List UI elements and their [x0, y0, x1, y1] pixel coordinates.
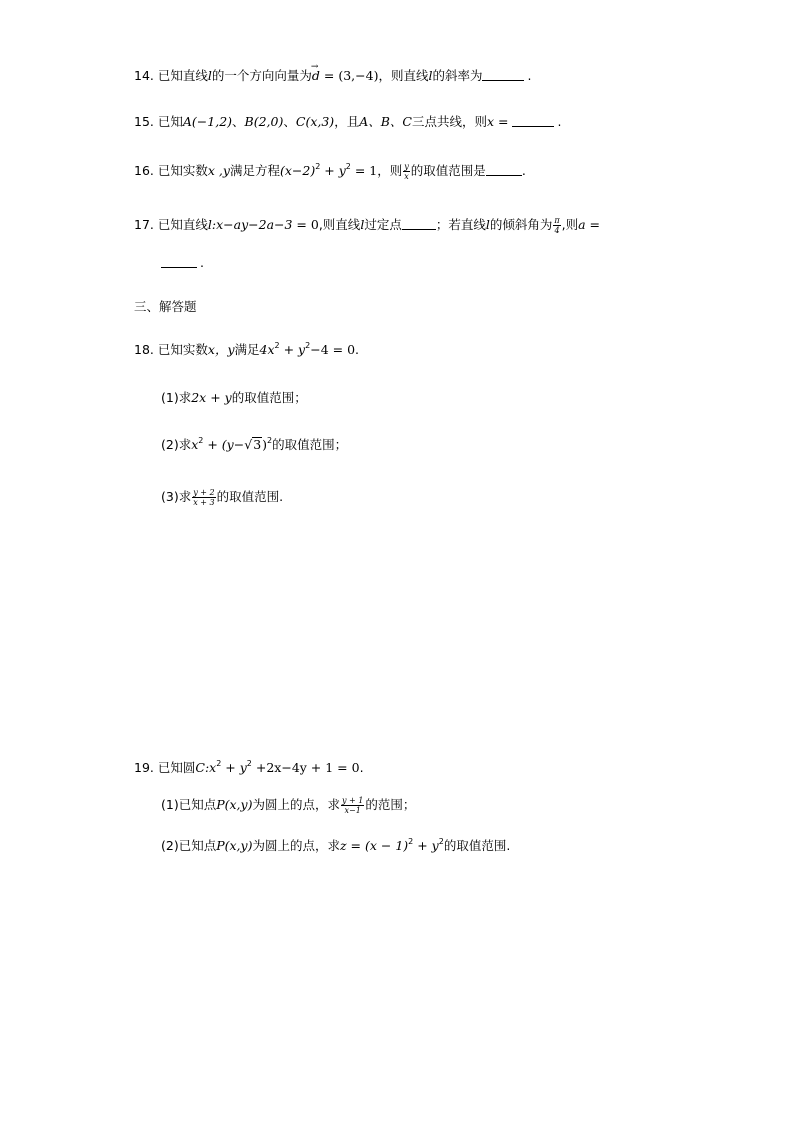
math-var: x — [487, 114, 495, 129]
math-expr: = — [494, 114, 513, 129]
exponent: 2 — [216, 759, 222, 768]
question-17 — [134, 216, 600, 235]
fraction-y-plus-1-over-x-minus-1 — [341, 796, 364, 815]
exponent: 2 — [246, 759, 252, 768]
exponent: 2 — [267, 436, 273, 445]
question-end: . — [359, 760, 364, 775]
math-expr: +2x−4y + 1 = 0 — [251, 760, 360, 775]
question-19-part-2 — [161, 837, 510, 855]
answer-blank[interactable] — [486, 163, 522, 176]
question-text: 已知圆 — [157, 760, 196, 775]
answer-blank[interactable] — [161, 255, 197, 268]
vector-d: → d — [312, 67, 320, 85]
math-var: l — [428, 68, 433, 83]
math-var: l — [360, 217, 365, 232]
part-text: 的取值范围； — [272, 437, 348, 452]
question-19-part-1 — [161, 796, 415, 815]
question-number: 17. — [134, 217, 154, 232]
question-16 — [134, 162, 526, 181]
math-var: l — [485, 217, 490, 232]
fraction-numerator: π — [554, 216, 560, 225]
math-vars: x，y — [207, 342, 235, 357]
part-text: (1)求 — [161, 390, 192, 405]
math-expr: (x−2) — [279, 163, 316, 178]
part-text: 的取值范围. — [216, 489, 284, 504]
question-number: 14. — [134, 68, 154, 83]
question-text: 已知直线 — [157, 217, 208, 232]
math-expr: + y — [320, 163, 346, 178]
question-text: ，则直线 — [378, 68, 429, 83]
question-text: 已知实数 — [157, 163, 208, 178]
question-number: 15. — [134, 114, 154, 129]
exponent: 2 — [305, 341, 311, 350]
question-text: 的倾斜角为 — [489, 217, 553, 232]
answer-blank[interactable] — [402, 217, 436, 230]
point-p: P(x,y) — [216, 797, 253, 812]
math-expr: = 0 — [292, 217, 319, 232]
fraction-denominator: x−1 — [344, 806, 361, 815]
math-expr: ) — [262, 437, 268, 452]
section-heading: 三、解答题 — [134, 299, 197, 314]
math-expr: + y — [221, 760, 247, 775]
question-end: . — [355, 342, 360, 357]
sqrt-symbol: √ — [244, 437, 253, 452]
math-expr: 4x — [259, 342, 275, 357]
fraction-denominator: 4 — [554, 226, 560, 235]
math-expr: + (y− — [203, 437, 245, 452]
question-text: 三点共线，则 — [411, 114, 487, 129]
question-end: . — [521, 163, 526, 178]
exponent: 2 — [198, 436, 204, 445]
question-text: ，且 — [334, 114, 360, 129]
fraction-y-plus-2-over-x-plus-3 — [192, 488, 215, 507]
answer-blank[interactable] — [512, 114, 554, 127]
part-text: (1)已知点 — [161, 797, 217, 812]
question-text: 的取值范围是 — [410, 163, 486, 178]
part-text: 的取值范围. — [443, 838, 511, 853]
exponent: 2 — [274, 341, 280, 350]
fraction-numerator: y + 2 — [193, 488, 215, 497]
math-var: a — [578, 217, 586, 232]
part-text: 为圆上的点，求 — [252, 797, 340, 812]
math-var: x — [191, 437, 199, 452]
math-expr: = — [585, 217, 601, 232]
math-expr: + y — [279, 342, 306, 357]
math-var: l — [207, 68, 212, 83]
question-end: . — [527, 68, 532, 83]
fraction-numerator: y — [404, 162, 409, 171]
sqrt-radicand: 3 — [253, 437, 262, 452]
question-text: ,则 — [561, 217, 579, 232]
question-text: ；若直线 — [435, 217, 486, 232]
exponent: 2 — [345, 162, 351, 171]
question-18-part-3 — [161, 488, 283, 507]
part-text: 为圆上的点，求 — [252, 838, 340, 853]
answer-blank[interactable] — [482, 68, 524, 81]
point-p: P(x,y) — [216, 838, 253, 853]
question-18 — [134, 341, 359, 359]
math-expr: = (3,−4) — [319, 68, 379, 83]
question-number: 18. — [134, 342, 154, 357]
fraction-pi-over-4 — [553, 216, 560, 235]
exponent: 2 — [438, 837, 444, 846]
fraction-denominator: x — [404, 172, 409, 181]
math-expr: z = (x − 1) — [339, 838, 409, 853]
question-text: 的一个方向向量为 — [211, 68, 312, 83]
line-expr: l:x−ay−2a−3 — [207, 217, 293, 232]
question-end: . — [200, 255, 204, 270]
point-a: A(−1,2) — [182, 114, 233, 129]
exponent: 2 — [315, 162, 321, 171]
question-number: 16. — [134, 163, 154, 178]
exponent: 2 — [408, 837, 414, 846]
fraction-y-over-x — [403, 162, 410, 181]
separator: 、 — [232, 114, 245, 129]
question-14 — [134, 67, 531, 85]
points-abc: A、B、C — [359, 114, 412, 129]
math-vars: x ,y — [207, 163, 230, 178]
math-expr: C:x — [195, 760, 217, 775]
question-text: 过定点 — [364, 217, 402, 232]
question-text: 已知实数 — [157, 342, 208, 357]
part-text: (3)求 — [161, 489, 192, 504]
question-text: ,则直线 — [318, 217, 361, 232]
question-17-continued — [161, 254, 204, 272]
question-text: 的斜率为 — [432, 68, 483, 83]
question-number: 19. — [134, 760, 154, 775]
question-text: 已知直线 — [157, 68, 208, 83]
question-18-part-1 — [161, 389, 307, 407]
part-text: 的范围； — [365, 797, 416, 812]
part-text: (2)已知点 — [161, 838, 217, 853]
part-text: 的取值范围； — [231, 390, 307, 405]
question-text: 满足方程 — [229, 163, 280, 178]
part-text: (2)求 — [161, 437, 192, 452]
question-15 — [134, 113, 561, 131]
math-expr: + y — [413, 838, 439, 853]
point-b: B(2,0) — [244, 114, 284, 129]
question-19 — [134, 759, 364, 777]
question-text: 满足 — [234, 342, 260, 357]
question-18-part-2 — [161, 436, 347, 454]
question-end: . — [557, 114, 562, 129]
question-text: ，则 — [377, 163, 403, 178]
fraction-numerator: y + 1 — [341, 796, 364, 805]
math-expr: −4 = 0 — [310, 342, 356, 357]
point-c: C(x,3) — [295, 114, 335, 129]
separator: 、 — [283, 114, 296, 129]
math-expr: 2x + y — [191, 390, 232, 405]
math-expr: = 1 — [350, 163, 378, 178]
fraction-denominator: x + 3 — [193, 498, 215, 507]
question-text: 已知 — [157, 114, 183, 129]
